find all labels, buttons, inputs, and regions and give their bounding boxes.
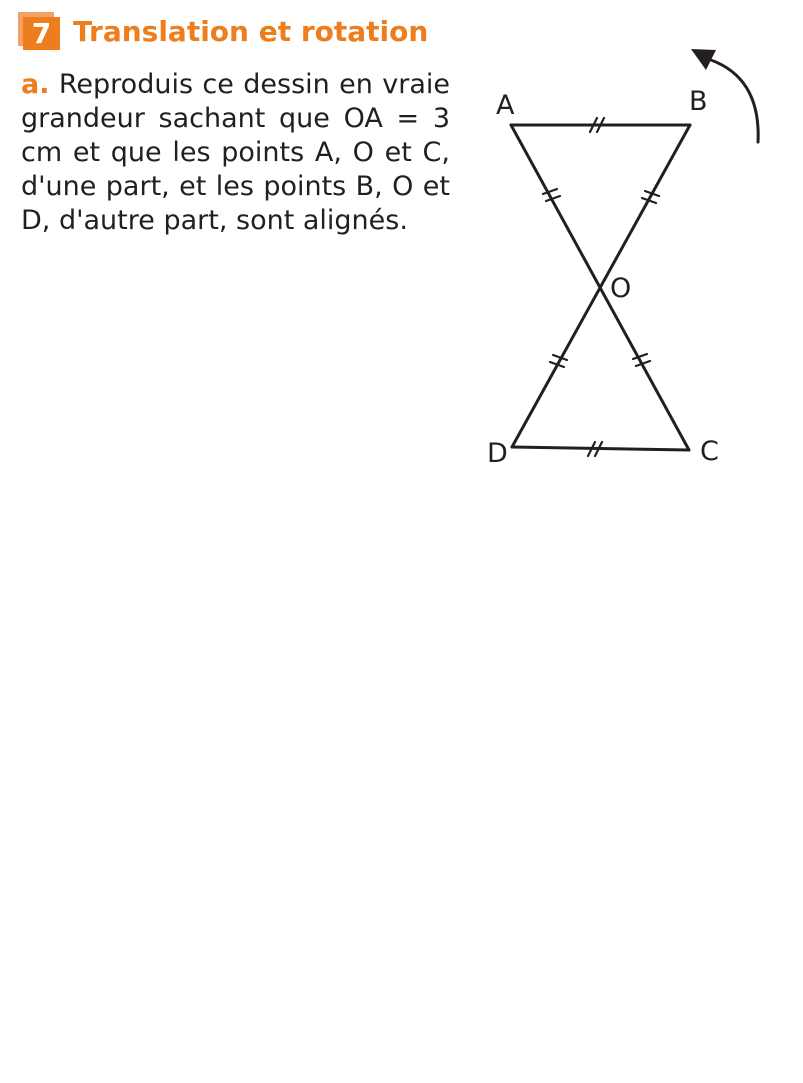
exercise-title: Translation et rotation bbox=[73, 15, 429, 48]
part-a-label: a. bbox=[21, 69, 50, 100]
exercise-header bbox=[18, 12, 478, 52]
geometry-figure bbox=[470, 40, 790, 480]
point-label-c: C bbox=[700, 436, 719, 467]
point-label-d: D bbox=[487, 438, 508, 469]
figure-svg bbox=[470, 40, 790, 480]
exercise-number-badge bbox=[18, 12, 58, 50]
exercise-number: 7 bbox=[23, 17, 60, 50]
point-label-a: A bbox=[496, 90, 515, 121]
point-label-b: B bbox=[689, 86, 708, 117]
tick-oc bbox=[633, 354, 650, 366]
part-a-instruction bbox=[21, 68, 450, 238]
point-label-o: O bbox=[610, 273, 632, 304]
part-a-text: Reproduis ce dessin en vraie grandeur sachant que OA = 3 cm et que les points A, O et C, d'une part, et les points B, O et D, d'autre part, sont alignés. bbox=[21, 69, 450, 236]
